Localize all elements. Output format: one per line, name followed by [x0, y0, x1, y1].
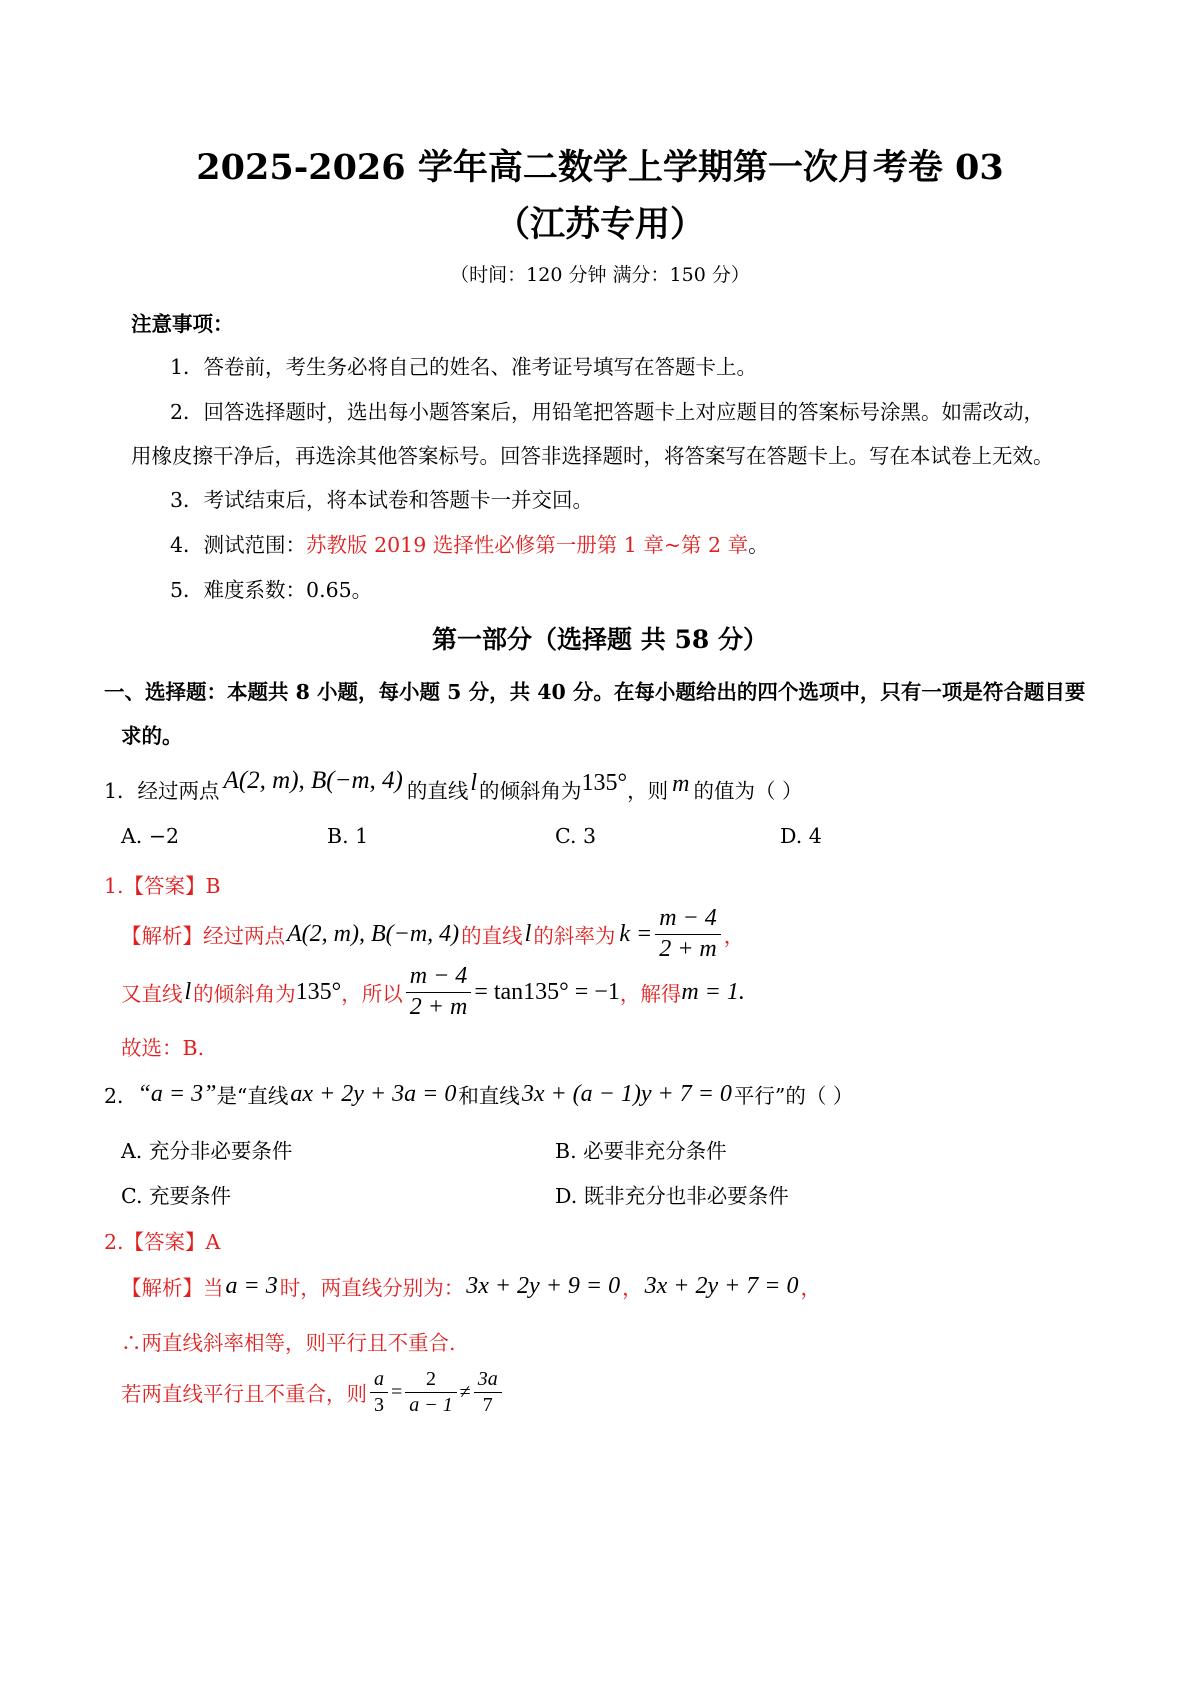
fraction-numerator: a	[370, 1369, 388, 1393]
notice-item-5: 5．难度系数：0.65。	[170, 578, 373, 602]
notice-item-2-line1: 2．回答选择题时，选出每小题答案后，用铅笔把答题卡上对应题目的答案标号涂黑。如需改动，	[170, 400, 1045, 424]
answer-2-analysis-line2: ∴两直线斜率相等，则平行且不重合.	[121, 1331, 456, 1355]
fraction-denominator: a − 1	[409, 1393, 453, 1416]
fraction-numerator: m − 4	[406, 964, 472, 992]
fraction	[474, 1369, 502, 1416]
analysis-text: 又直线	[121, 982, 183, 1006]
option-c: C. 3	[555, 824, 597, 848]
math-slope: k =	[619, 920, 653, 947]
analysis-text: 的斜率为	[533, 924, 616, 948]
notice-item-4-prefix: 4．测试范围：	[170, 533, 307, 557]
question-text: 是“直线	[216, 1084, 289, 1108]
math-var-l: l	[470, 769, 478, 796]
analysis-text: ，	[800, 1276, 821, 1300]
math-var-l: l	[524, 920, 532, 947]
math-condition: “a = 3”	[137, 1080, 217, 1107]
page-subtitle: （江苏专用）	[494, 204, 705, 245]
notice-item-2-line2: 用橡皮擦干净后，再选涂其他答案标号。回答非选择题时，将答案写在答题卡上。写在本试卷上无效。	[131, 444, 1054, 468]
math-not-equal: ≠	[459, 1380, 471, 1403]
notice-item-4	[170, 528, 769, 558]
question-text: 的倾斜角为	[479, 779, 582, 803]
math-points: A(2, m), B(−m, 4)	[287, 920, 460, 947]
fraction-numerator: m − 4	[655, 906, 721, 934]
fraction-denominator: 2 + m	[659, 935, 717, 962]
question-number: 1．经过两点	[104, 779, 220, 803]
math-equation: 3x + 2y + 9 = 0	[466, 1272, 621, 1299]
option-d: D. 4	[780, 824, 822, 848]
fraction-numerator: 2	[405, 1369, 457, 1393]
analysis-text: 的倾斜角为	[193, 982, 296, 1006]
option-b: B. 1	[327, 824, 369, 848]
option-d: D. 既非充分也非必要条件	[555, 1184, 789, 1208]
fraction-slope	[406, 964, 472, 1019]
answer-2-label: 2.【答案】A	[104, 1230, 221, 1254]
analysis-text: 若两直线平行且不重合，则	[121, 1382, 367, 1406]
math-var-m: m	[672, 770, 690, 797]
math-angle: 135°	[581, 769, 628, 796]
option-c: C. 充要条件	[121, 1184, 231, 1208]
answer-1-analysis-line1	[121, 906, 744, 962]
math-equation: = tan135° = −1	[474, 978, 620, 1005]
analysis-tag: 【解析】	[121, 924, 203, 948]
fraction-slope	[655, 906, 721, 961]
fraction-denominator: 7	[482, 1393, 493, 1416]
math-equals: =	[391, 1380, 403, 1403]
answer-1-conclusion: 故选：B.	[121, 1036, 205, 1060]
analysis-text: ，所以	[341, 982, 403, 1006]
fraction	[370, 1369, 388, 1416]
part1-instruction-line1: 一、选择题：本题共 8 小题，每小题 5 分，共 40 分。在每小题给出的四个选项中，只有一项是符合题目要	[104, 680, 1086, 704]
math-line-1: ax + 2y + 3a = 0	[290, 1080, 457, 1107]
question-text: 和直线	[458, 1084, 520, 1108]
question-text: 的值为（ ）	[693, 779, 803, 803]
exam-meta: （时间：120 分钟 满分：150 分）	[450, 264, 750, 286]
analysis-tag: 【解析】	[121, 1276, 203, 1300]
math-result: m = 1.	[681, 978, 745, 1005]
analysis-text: 经过两点	[203, 924, 285, 948]
answer-2-analysis-line3	[121, 1364, 505, 1420]
page-title: 2025-2026 学年高二数学上学期第一次月考卷 03	[196, 147, 1004, 188]
math-condition: a = 3	[225, 1272, 278, 1299]
option-a: A. 充分非必要条件	[121, 1139, 293, 1163]
answer-1-label: 1.【答案】B	[104, 874, 221, 898]
math-angle: 135°	[295, 978, 342, 1005]
answer-1-analysis-line2	[121, 962, 745, 1022]
fraction-denominator: 2 + m	[409, 993, 468, 1020]
answer-2-analysis-line1	[121, 1268, 821, 1304]
option-b: B. 必要非充分条件	[555, 1139, 727, 1163]
math-var-l: l	[184, 978, 192, 1005]
question-text: 的直线	[406, 779, 469, 803]
question-number: 2．	[104, 1084, 138, 1108]
question-text: 平行”的（ ）	[733, 1084, 854, 1108]
math-line-2: 3x + (a − 1)y + 7 = 0	[521, 1080, 732, 1107]
notice-item-4-suffix: 。	[748, 533, 769, 557]
fraction-numerator: 3a	[474, 1369, 502, 1393]
question-1	[104, 764, 803, 814]
notice-heading: 注意事项：	[131, 312, 234, 336]
notice-item-1: 1．答卷前，考生务必将自己的姓名、准考证号填写在答题卡上。	[170, 355, 758, 379]
analysis-text: 时，两直线分别为：	[279, 1276, 465, 1300]
test-scope: 苏教版 2019 选择性必修第一册第 1 章~第 2 章	[306, 533, 749, 557]
math-points: A(2, m), B(−m, 4)	[223, 767, 403, 794]
fraction-denominator: 3	[374, 1393, 384, 1416]
option-a: A. −2	[121, 824, 180, 848]
analysis-text: ，	[723, 924, 745, 948]
analysis-text: ，解得	[619, 982, 682, 1006]
fraction	[405, 1369, 457, 1416]
analysis-text: 当	[203, 1276, 224, 1300]
question-2	[104, 1076, 853, 1112]
question-text: ，则	[627, 779, 669, 803]
analysis-text: ，	[622, 1276, 643, 1300]
part1-heading: 第一部分（选择题 共 58 分）	[432, 625, 768, 654]
part1-instruction-line2: 求的。	[121, 724, 183, 748]
math-equation: 3x + 2y + 7 = 0	[644, 1272, 799, 1299]
notice-item-3: 3．考试结束后，将本试卷和答题卡一并交回。	[170, 488, 594, 512]
analysis-text: 的直线	[461, 924, 523, 948]
